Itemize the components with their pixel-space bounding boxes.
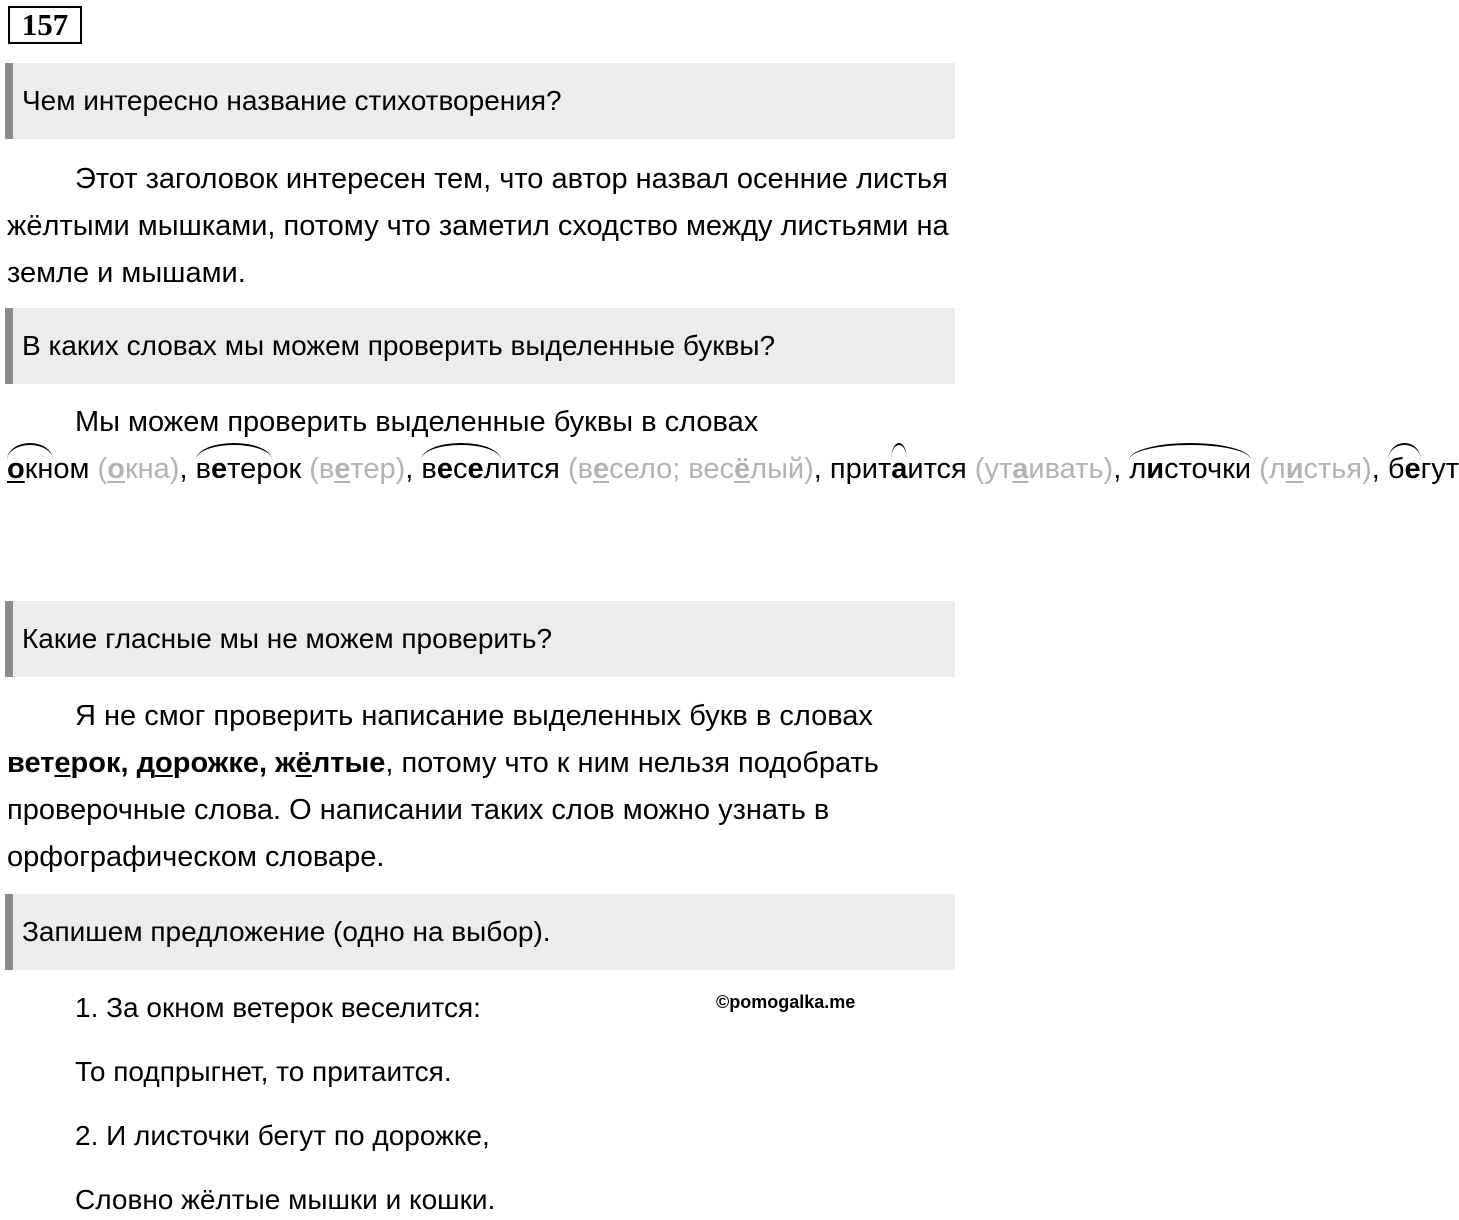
answer-paragraph-1: Этот заголовок интересен тем, что автор назвал осенние листья жёлтыми мышками, потому что заметил сходство между листьями на земле и мышами. — [7, 163, 949, 289]
answer-2-intro: Мы можем проверить выделенные буквы в словах — [75, 406, 759, 438]
poem-line-3: 2. И листочки бегут по дорожке, — [75, 1120, 490, 1151]
check-word-veselo: (весело; весёлый) — [559, 453, 814, 485]
question-title-3: Какие гласные мы не можем проверить? — [5, 601, 955, 677]
answer-2-line-2: окном (окна), ветерок (ветер), веселится (весело; весёлый), притаится (утаивать), листочки (листья), бегут — [7, 446, 957, 493]
copyright-text: ©pomogalka.me — [716, 992, 856, 1012]
word-begut: бе — [1388, 446, 1421, 493]
check-word-listya: (листья) — [1251, 453, 1372, 485]
answer-paragraph-3: Я не смог проверить написание выделенных букв в словах ветерок, дорожке, жёлтые, потому что к ним нельзя подобрать проверочные слова. О написании таких слов можно узнать в орфографическом словаре. — [7, 700, 879, 873]
poem-line-1: 1. За окном ветерок веселится: — [75, 992, 481, 1023]
check-word-utaivat: (утаивать) — [966, 453, 1114, 485]
task-number: 157 — [8, 6, 82, 44]
check-word-veter: (ветер) — [301, 453, 406, 485]
question-title-2: В каких словах мы можем проверить выделенные буквы? — [5, 308, 955, 384]
word-oknom: окн — [7, 446, 53, 493]
word-pritaitsya: а — [891, 446, 907, 493]
poem-line-2: То подпрыгнет, то притаится. — [75, 1056, 452, 1087]
word-veselitsya: весел — [421, 446, 500, 493]
poem-line-4: Словно жёлтые мышки и кошки. — [75, 1184, 496, 1215]
word-veterok: ветер — [196, 446, 273, 493]
check-word-okna: (окна) — [89, 453, 180, 485]
word-listochki: листочки — [1129, 446, 1251, 493]
question-title-4: Запишем предложение (одно на выбор). — [5, 894, 955, 970]
question-title-1: Чем интересно название стихотворения? — [5, 63, 955, 139]
hard-words: ветерок, дорожке, жёлтые — [7, 747, 386, 779]
answer-paragraph-2 — [7, 399, 1459, 493]
